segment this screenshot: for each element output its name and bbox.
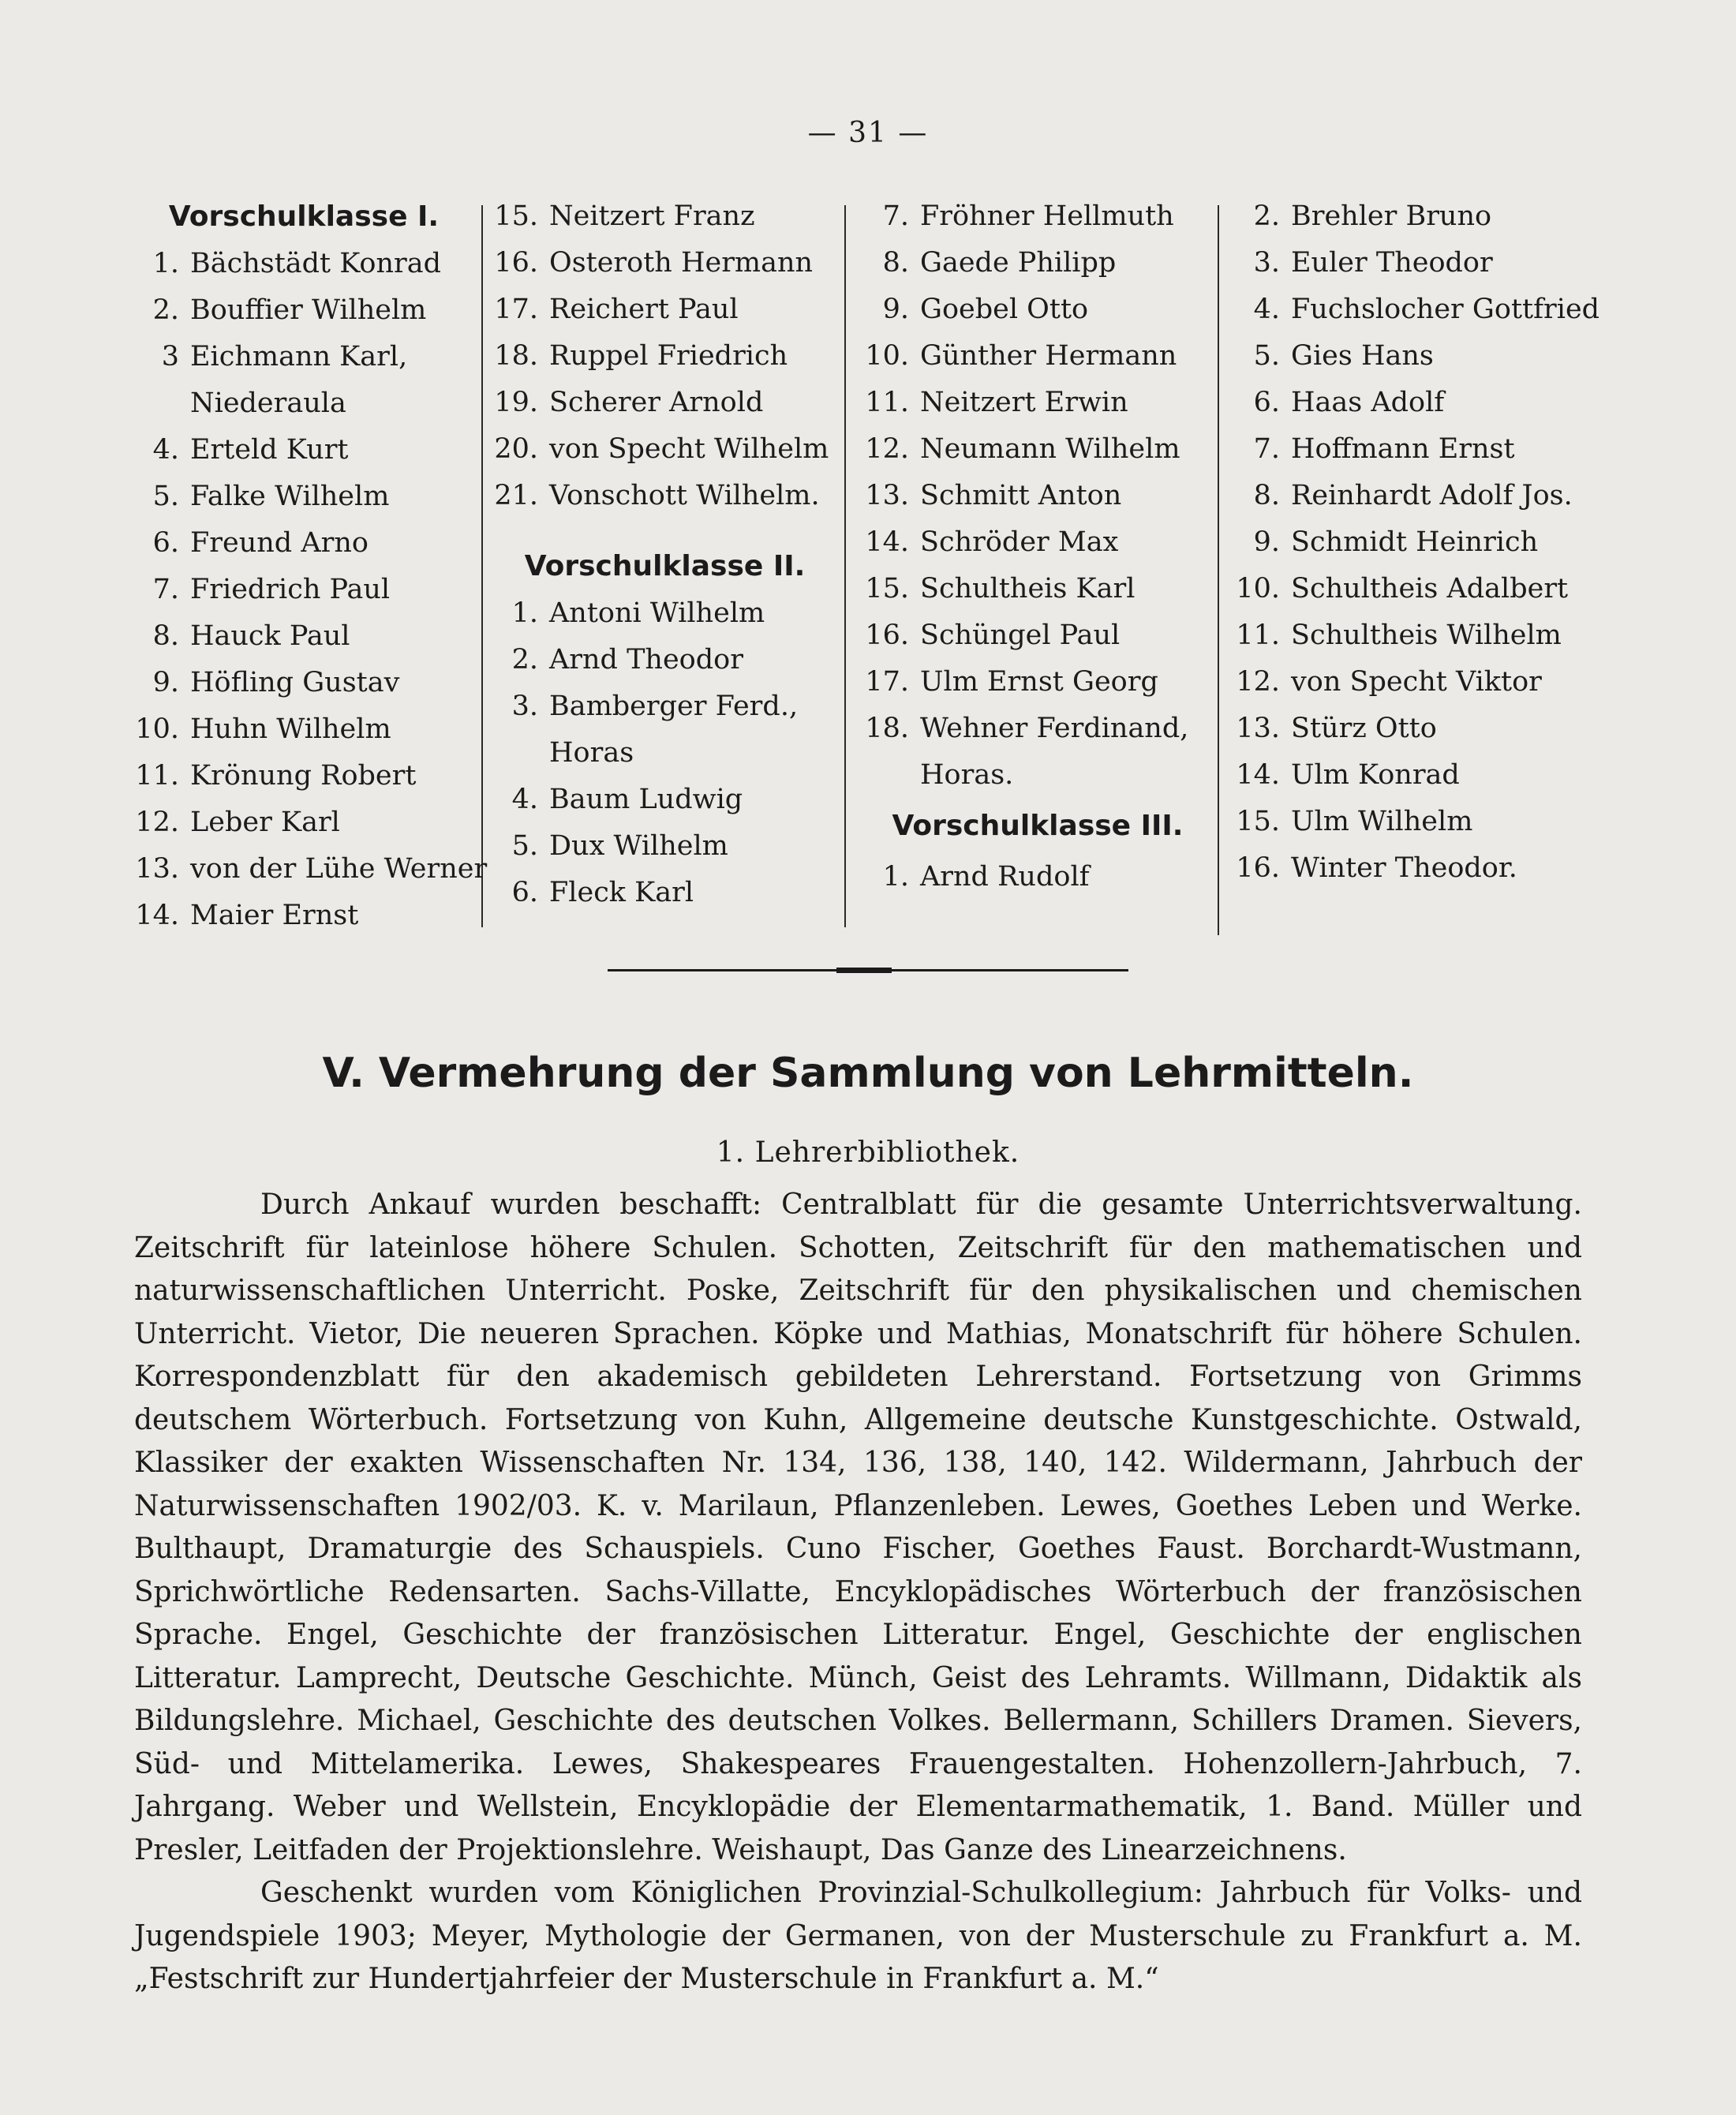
list-item: 13. Schmitt Anton xyxy=(865,480,1122,511)
list-item: 14. Ulm Konrad xyxy=(1236,759,1460,791)
list-item: Horas xyxy=(549,737,634,769)
class-heading: Vorschulklasse III. xyxy=(892,810,1184,842)
list-item: Niederaula xyxy=(190,387,346,419)
list-item: 4. Baum Ludwig xyxy=(511,784,743,815)
list-item: 12. Neumann Wilhelm xyxy=(865,433,1180,465)
list-item: 13. von der Lühe Werner xyxy=(135,853,488,885)
list-item: 4. Fuchslocher Gottfried xyxy=(1253,294,1600,325)
list-item: 8. Hauck Paul xyxy=(152,620,350,652)
list-item: 7. Fröhner Hellmuth xyxy=(882,200,1174,232)
list-item: 10. Schultheis Adalbert xyxy=(1236,573,1569,605)
list-item: 14. Maier Ernst xyxy=(135,900,359,931)
list-item: 20. von Specht Wilhelm xyxy=(494,433,829,465)
list-item: 7. Friedrich Paul xyxy=(152,574,391,605)
list-item: 15. Schultheis Karl xyxy=(865,573,1136,605)
list-item: 2. Arnd Theodor xyxy=(511,644,743,676)
list-item: 3. Bamberger Ferd., xyxy=(511,691,799,722)
list-item: 5. Dux Wilhelm xyxy=(511,830,728,862)
column-4 xyxy=(1223,193,1606,892)
list-item: 14. Schröder Max xyxy=(865,526,1119,558)
list-item: 8. Reinhardt Adolf Jos. xyxy=(1253,480,1573,511)
list-item: 15. Neitzert Franz xyxy=(494,200,755,232)
list-item: 9. Schmidt Heinrich xyxy=(1253,526,1539,558)
class-heading: Vorschulklasse I. xyxy=(168,200,440,233)
column-3 xyxy=(852,193,1223,900)
list-item: 3. Euler Theodor xyxy=(1253,247,1493,279)
class-heading: Vorschulklasse II. xyxy=(524,550,806,582)
list-item: 6. Fleck Karl xyxy=(511,877,694,908)
list-item: 11. Schultheis Wilhelm xyxy=(1236,620,1562,651)
list-item: 16. Schüngel Paul xyxy=(865,620,1121,651)
list-item: 9. Goebel Otto xyxy=(882,294,1089,325)
list-item: 18. Ruppel Friedrich xyxy=(494,340,788,372)
list-item: 1. Antoni Wilhelm xyxy=(511,597,765,629)
list-item: 1. Bächstädt Konrad xyxy=(152,248,442,279)
section-title: V. Vermehrung der Sammlung von Lehrmitteln. xyxy=(322,1050,1414,1097)
list-item: 19. Scherer Arnold xyxy=(494,387,764,418)
paragraph: Geschenkt wurden vom Königlichen Provinzial-Schulkollegium: Jahrbuch für Volks- und Jugendspiele 1903; Meyer, Mythologie der Germanen, von der Musterschule zu Frankfurt a. M. „Festschrift zur Hundertjahrfeier der Musterschule in Frankfurt a. M.“ xyxy=(134,1877,1582,1995)
list-item: 16. Osteroth Hermann xyxy=(494,247,814,279)
list-item: 7. Hoffmann Ernst xyxy=(1253,433,1515,465)
list-item: 17. Reichert Paul xyxy=(494,294,739,325)
list-item: 8. Gaede Philipp xyxy=(882,247,1117,279)
list-item: 18. Wehner Ferdinand, xyxy=(865,713,1189,744)
list-item: 3 Eichmann Karl, xyxy=(161,341,408,372)
list-item: 21. Vonschott Wilhelm. xyxy=(494,480,820,511)
list-item: 12. von Specht Viktor xyxy=(1236,666,1542,698)
list-item: 4. Erteld Kurt xyxy=(152,434,349,466)
list-item: 17. Ulm Ernst Georg xyxy=(865,666,1158,698)
list-item: 11. Neitzert Erwin xyxy=(865,387,1128,418)
body-text xyxy=(134,1184,1582,2001)
list-item: 15. Ulm Wilhelm xyxy=(1236,806,1473,837)
list-item: 2. Brehler Bruno xyxy=(1253,200,1492,232)
list-item: 6. Haas Adolf xyxy=(1253,387,1445,418)
list-item: 5. Falke Wilhelm xyxy=(152,481,390,512)
paragraph: Durch Ankauf wurden beschafft: Centralblatt für die gesamte Unterrichtsverwaltung. Zeitschrift für lateinlose höhere Schulen. Schotten, Zeitschrift für den mathematischen und naturwissenschaftlichen Unterricht. Poske, Zeitschrift für den physikalischen und chemischen Unterricht. Vietor, Die neueren Sprachen. Köpke und Mathias, Monatschrift für höhere Schulen. Korrespondenzblatt für den akademisch gebildeten Lehrerstand. Fortsetzung von Grimms deutschem Wörterbuch. Fortsetzung von Kuhn, Allgemeine deutsche Kunstgeschichte. Ostwald, Klassiker der exakten Wissenschaften Nr. 134, 136, 138, 140, 142. Wildermann, Jahrbuch der Naturwissenschaften 1902/03. K. v. Marilaun, Pflanzenleben. Lewes, Goethes Leben und Werke. Bulthaupt, Dramaturgie des Schauspiels. Cuno Fischer, Goethes Faust. Borchardt-Wustmann, Sprichwörtliche Redensarten. Sachs-Villatte, Encyklopädisches Wörterbuch der französischen Sprache. Engel, Geschichte der französischen Litteratur. Engel, Geschichte der englischen Litteratur. Lamprecht, Deutsche Geschichte. Münch, Geist des Lehramts. Willmann, Didaktik als Bildungslehre. Michael, Geschichte des deutschen Volkes. Bellermann, Schillers Dramen. Sievers, Süd- und Mittelamerika. Lewes, Shakespeares Frauengestalten. Hohenzollern-Jahrbuch, 7. Jahrgang. Weber und Wellstein, Encyklopädie der Elementarmathematik, 1. Band. Müller und Presler, Leitfaden der Projektionslehre. Weishaupt, Das Ganze des Linearzeichnens. xyxy=(134,1189,1582,1866)
column-2 xyxy=(481,193,848,916)
list-item: 10. Huhn Wilhelm xyxy=(135,713,391,745)
page-number: — 31 — xyxy=(807,117,929,149)
list-item: 1. Arnd Rudolf xyxy=(882,861,1090,893)
student-list-columns xyxy=(130,193,1606,931)
list-item: Horas. xyxy=(920,759,1014,791)
list-item: 9. Höfling Gustav xyxy=(152,667,400,698)
list-item: 13. Stürz Otto xyxy=(1236,713,1437,744)
list-item: 6. Freund Arno xyxy=(152,527,369,559)
list-item: 16. Winter Theodor. xyxy=(1236,852,1517,884)
list-item: 12. Leber Karl xyxy=(135,807,340,838)
column-1 xyxy=(130,193,488,939)
section-divider xyxy=(608,969,1128,971)
list-item: 2. Bouffier Wilhelm xyxy=(152,294,427,326)
list-item: 10. Günther Hermann xyxy=(865,340,1177,372)
subsection-title: 1. Lehrerbibliothek. xyxy=(716,1136,1020,1169)
list-item: 11. Krönung Robert xyxy=(135,760,417,792)
list-item: 5. Gies Hans xyxy=(1253,340,1434,372)
